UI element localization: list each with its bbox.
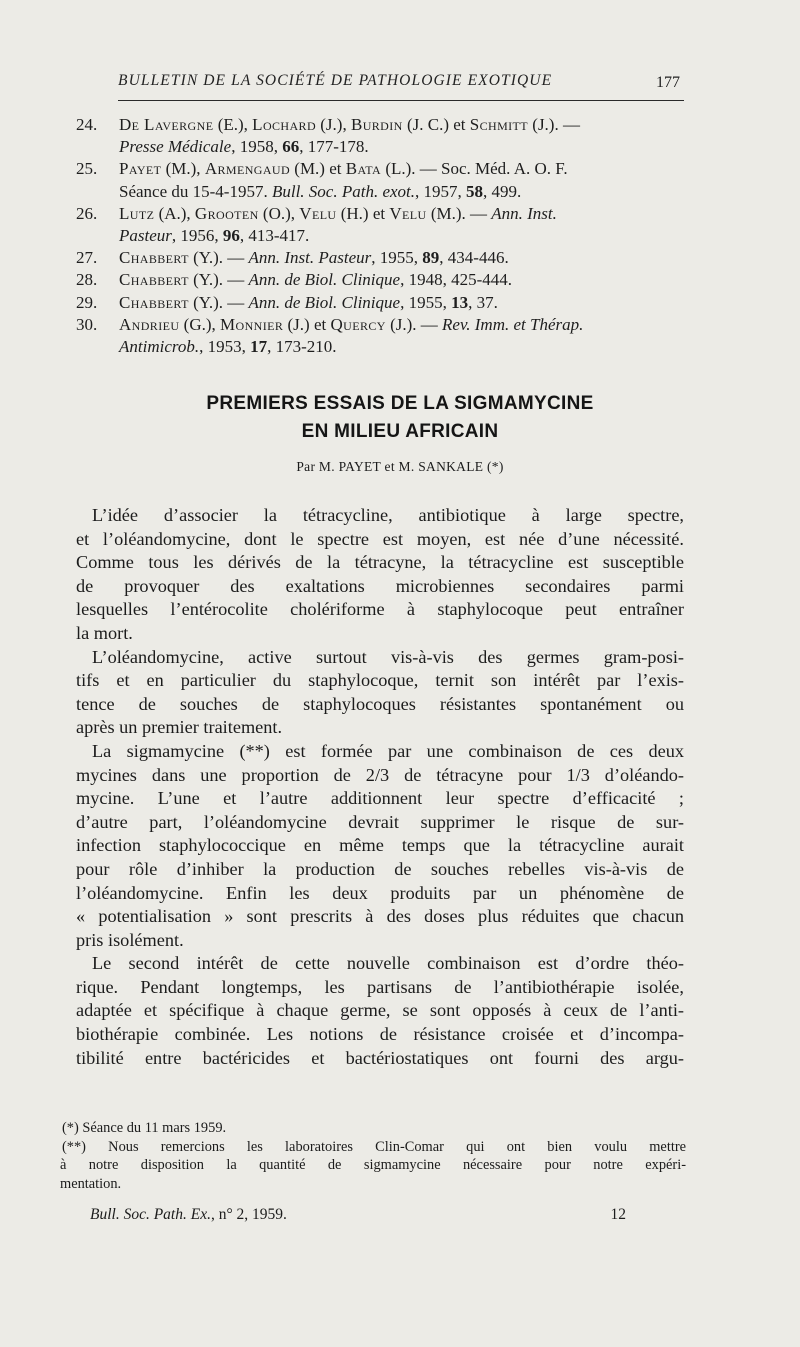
reference-segment: , 1955, xyxy=(371,248,423,268)
article-authors: Par M. PAYET et M. SANKALE (*) xyxy=(296,459,504,474)
reference-segment: (M.). — xyxy=(426,203,492,223)
article-title-line-1: PREMIERS ESSAIS DE LA SIGMAMYCINE xyxy=(206,393,594,414)
reference-segment: , 1953, xyxy=(199,337,251,357)
reference-list xyxy=(76,114,686,358)
reference-segment: Rev. Imm. et Thérap. xyxy=(442,314,584,334)
reference-line xyxy=(76,269,686,291)
body-line: Le second intérêt de cette nouvelle combinaison est d’ordre théo- xyxy=(92,953,684,974)
reference-segment: (O.), xyxy=(258,203,300,223)
reference-segment: (E.), xyxy=(213,115,253,134)
running-title: BULLETIN DE LA SOCIÉTÉ DE PATHOLOGIE EXOTIQUE xyxy=(118,72,553,89)
reference-line xyxy=(76,181,686,203)
reference-segment: Ann. Inst. Pasteur xyxy=(248,248,372,268)
reference-segment: , 1955, xyxy=(400,292,452,312)
footnote xyxy=(60,1119,686,1138)
reference-segment: Monnier xyxy=(220,314,284,334)
reference-segment: Schmitt xyxy=(469,115,529,134)
reference-segment: (J.). — xyxy=(385,314,443,334)
body-paragraph xyxy=(76,952,684,1070)
body-line: tifs et en particulier du staphylocoque, ternit son intérêt par l’exis- xyxy=(76,670,684,691)
reference-segment: , 37. xyxy=(468,292,498,312)
reference-segment: Velu xyxy=(299,203,337,223)
reference-segment: , 1948, 425-444. xyxy=(400,270,512,290)
reference-segment: Ann. de Biol. Clinique xyxy=(248,270,401,290)
body-line: L’idée d’associer la tétracycline, antibiotique à large spectre, xyxy=(92,505,684,525)
reference-segment: 17 xyxy=(250,337,268,357)
running-header xyxy=(118,70,684,101)
reference-line xyxy=(76,158,686,180)
reference-line xyxy=(76,336,686,358)
reference-segment: Chabbert xyxy=(119,292,189,312)
reference-item xyxy=(76,314,686,358)
reference-segment: , 499. xyxy=(483,181,522,201)
footer-issue: , n° 2, 1959. xyxy=(210,1206,287,1223)
reference-segment: Chabbert xyxy=(119,248,189,268)
reference-segment: (M.), xyxy=(161,159,205,179)
reference-segment: Pasteur xyxy=(119,226,172,246)
reference-segment: Grooten xyxy=(194,203,259,223)
reference-segment: Velu xyxy=(389,203,427,223)
body-line: mycines dans une proportion de 2/3 de tétracyne pour 1/3 d’oléando- xyxy=(76,764,684,785)
body-line: biothérapie combinée. Les notions de résistance croisée et d’incompa- xyxy=(76,1024,684,1045)
footnote xyxy=(60,1138,686,1194)
reference-item xyxy=(76,158,686,202)
footer-citation xyxy=(90,1206,287,1224)
reference-segment: Séance du 15-4-1957. xyxy=(119,181,272,201)
reference-segment: 66 xyxy=(282,137,300,157)
reference-segment: (J.). — xyxy=(528,115,580,134)
article-title-line-2: EN MILIEU AFRICAIN xyxy=(301,421,499,442)
reference-number: 27. xyxy=(76,248,98,268)
body-line: « potentialisation » sont prescrits à des doses plus réduites que chacun xyxy=(76,906,684,927)
reference-segment: , 177-178. xyxy=(299,137,369,157)
reference-line xyxy=(76,225,686,247)
body-line: lesquelles l’entérocolite cholériforme à staphylocoque peut entraîner xyxy=(76,599,684,620)
reference-segment: Andrieu xyxy=(119,314,180,334)
page-number: 177 xyxy=(656,74,680,91)
reference-segment: (L.). — Soc. Méd. A. O. F. xyxy=(381,159,568,179)
reference-segment: Bata xyxy=(345,159,382,179)
reference-segment: (H.) et xyxy=(336,203,390,223)
reference-line xyxy=(76,292,686,314)
reference-segment: Chabbert xyxy=(119,270,189,290)
reference-segment: 96 xyxy=(222,226,240,246)
body-line: tibilité entre bactéricides et bactériostatiques ont fourni des argu- xyxy=(76,1047,684,1068)
body-line: de provoquer des exaltations microbiennes secondaires parmi xyxy=(76,575,684,596)
reference-item xyxy=(76,292,686,314)
reference-number: 25. xyxy=(76,159,98,179)
body-line: l’oléandomycine. Enfin les deux produits par un phénomène de xyxy=(76,882,684,903)
reference-segment: , 413-417. xyxy=(239,226,310,246)
reference-segment: (J. C.) et xyxy=(402,115,470,134)
reference-line xyxy=(76,114,686,136)
footnote-line: (*) Séance du 11 mars 1959. xyxy=(62,1120,227,1136)
reference-segment: Lochard xyxy=(252,115,317,134)
reference-segment: Ann. Inst. xyxy=(491,203,557,223)
reference-number: 24. xyxy=(76,115,98,134)
reference-segment: De Lavergne xyxy=(119,115,214,134)
reference-segment: (Y.). — xyxy=(188,248,249,268)
reference-segment: Quercy xyxy=(330,314,386,334)
body-line: L’oléandomycine, active surtout vis-à-vis des germes gram-posi- xyxy=(92,646,684,667)
reference-segment: Ann. de Biol. Clinique xyxy=(248,292,401,312)
reference-segment: (Y.). — xyxy=(188,270,249,290)
reference-segment: , 434-446. xyxy=(439,248,509,268)
body-line: d’autre part, l’oléandomycine devrait supprimer le risque de sur- xyxy=(76,811,684,832)
reference-segment: , 1956, xyxy=(171,226,223,246)
reference-segment: Burdin xyxy=(350,115,403,134)
footer-journal: Bull. Soc. Path. Ex. xyxy=(90,1206,211,1223)
signature-mark: 12 xyxy=(610,1206,626,1223)
reference-segment: 58 xyxy=(466,181,484,201)
reference-segment: , 1958, xyxy=(231,137,283,157)
footnote-line: à notre disposition la quantité de sigmamycine nécessaire pour notre expéri- xyxy=(60,1157,686,1173)
reference-number: 26. xyxy=(76,203,98,223)
reference-segment: (G.), xyxy=(179,314,221,334)
body-line: tence de souches de staphylocoques résistantes spontanément ou xyxy=(76,693,684,714)
reference-segment: (J.) et xyxy=(283,314,331,334)
reference-number: 30. xyxy=(76,314,98,334)
body-line: la mort. xyxy=(76,622,133,643)
reference-segment: (Y.). — xyxy=(188,292,249,312)
body-line: Comme tous les dérivés de la tétracyne, la tétracycline est susceptible xyxy=(76,552,684,573)
reference-item xyxy=(76,114,686,158)
reference-segment: Lutz xyxy=(119,203,155,223)
reference-segment: Bull. Soc. Path. exot. xyxy=(271,181,416,201)
reference-number: 28. xyxy=(76,270,98,290)
reference-segment: 13 xyxy=(451,292,469,312)
article-body xyxy=(76,504,684,1070)
reference-item xyxy=(76,203,686,247)
reference-segment: (J.), xyxy=(316,115,351,134)
footnote-line: mentation. xyxy=(60,1175,122,1192)
reference-line xyxy=(76,247,686,269)
body-line: pour rôle d’inhiber la production de souches rebelles vis-à-vis de xyxy=(76,858,684,879)
body-line: mycine. L’une et l’autre additionnent leur spectre d’efficacité ; xyxy=(76,788,684,809)
reference-line xyxy=(76,136,686,158)
footnotes xyxy=(60,1119,686,1193)
body-line: infection staphylococcique en même temps que la tétracycline aurait xyxy=(76,835,684,856)
reference-item xyxy=(76,269,686,291)
body-line: rique. Pendant longtemps, les partisans de l’antibiothérapie isolée, xyxy=(76,976,684,997)
reference-line xyxy=(76,203,686,225)
reference-segment: Antimicrob. xyxy=(119,337,200,357)
reference-line xyxy=(76,314,686,336)
body-line: adaptée et spécifique à chaque germe, se sont opposés à ceux de l’anti- xyxy=(76,1000,684,1021)
body-line: La sigmamycine (**) est formée par une combinaison de ces deux xyxy=(92,740,684,761)
body-paragraph xyxy=(76,646,684,740)
body-line: après un premier traitement. xyxy=(76,717,283,738)
reference-segment: , 173-210. xyxy=(267,337,337,357)
body-line: pris isolément. xyxy=(76,929,184,950)
reference-segment: Payet xyxy=(119,159,162,179)
reference-item xyxy=(76,247,686,269)
reference-segment: (A.), xyxy=(154,203,195,223)
body-paragraph xyxy=(76,504,684,646)
reference-segment: Presse Médicale xyxy=(119,137,232,157)
body-line: et l’oléandomycine, dont le spectre est moyen, est née d’une nécessité. xyxy=(76,528,684,549)
footnote-line: (**) Nous remercions les laboratoires Clin-Comar qui ont bien voulu mettre xyxy=(62,1138,686,1155)
reference-segment: Armengaud xyxy=(204,159,291,179)
reference-segment: (M.) et xyxy=(290,159,346,179)
reference-number: 29. xyxy=(76,292,98,312)
reference-segment: , 1957, xyxy=(415,181,467,201)
body-paragraph xyxy=(76,740,684,952)
reference-segment: 89 xyxy=(422,248,440,268)
